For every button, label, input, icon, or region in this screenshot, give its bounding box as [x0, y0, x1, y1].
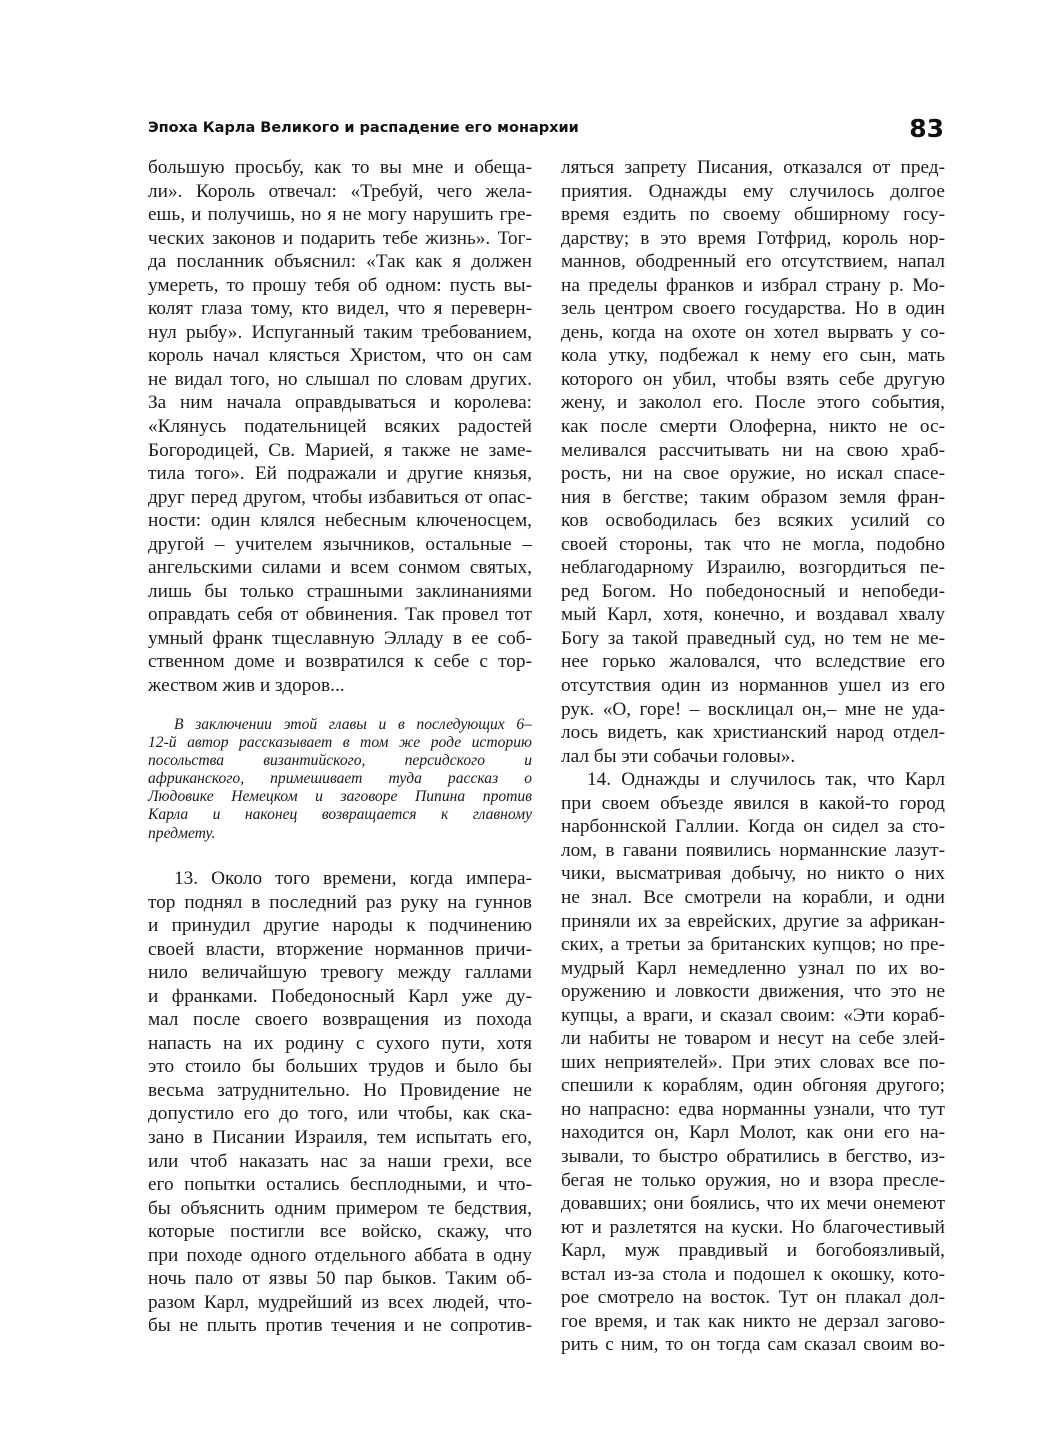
- text-line: Богу за такой праведный суд, но тем не ме-: [561, 627, 945, 649]
- text-line: мал после своего возвращения из похода: [148, 1009, 532, 1031]
- text-line: ских, а третьи за британских купцов; но пре-: [561, 934, 945, 956]
- text-line: и принудил другие народы к подчинению: [148, 915, 532, 937]
- text-line: ют и разлетятся на куски. Но благочестивый: [561, 1216, 945, 1238]
- text-line: лал бы эти собачьи головы».: [561, 745, 796, 767]
- text-line: бы объяснить одним примером те бедствия,: [148, 1197, 532, 1219]
- text-line: 14. Однажды и случилось так, что Карл: [587, 769, 945, 791]
- text-line: тила того». Ей подражали и другие князья,: [148, 463, 532, 485]
- note-line: Карла и наконец возвращается к главному: [148, 806, 532, 824]
- text-line: оружению и ловкости движения, что это не: [561, 981, 945, 1003]
- text-line: приятия. Однажды ему случилось долгое: [561, 180, 945, 202]
- text-line: кола утку, подбежал к нему его сын, мать: [561, 345, 945, 367]
- text-line: мый Карл, хотя, конечно, и воздавал хвалу: [561, 604, 945, 626]
- text-line: при своем объезде явился в какой-то город: [561, 792, 945, 814]
- text-line: другой – учителем язычников, остальные –: [148, 533, 532, 555]
- text-line: дарству; в это время Готфрид, король нор-: [561, 227, 945, 249]
- text-line: отсутствия один из норманнов ушел из его: [561, 675, 945, 697]
- text-line: довавших; они боялись, что их мечи онемеют: [561, 1193, 945, 1215]
- text-line: купцы, а враги, и сказал своим: «Эти кораб-: [561, 1004, 945, 1026]
- text-line: на пределы франков и избрал страну р. Мо-: [561, 274, 945, 296]
- text-line: ков освободилась без всяких усилий со: [561, 510, 945, 532]
- note-line: 12-й автор рассказывает в том же роде историю: [148, 734, 532, 752]
- note-line: посольства византийского, персидского и: [148, 752, 532, 770]
- text-line: умный франк тщеславную Элладу в ее соб-: [148, 627, 532, 649]
- text-line: да посланник объяснил: «Так как я должен: [148, 251, 532, 273]
- text-line: своей стороны, так что не могла, подобно: [561, 533, 945, 555]
- text-line: ешь, и получишь, но я не могу нарушить гре-: [148, 204, 532, 226]
- text-line: неблагодарному Израилю, возгордиться пе-: [561, 557, 945, 579]
- text-line: жеством жив и здоров...: [148, 675, 345, 697]
- text-line: ли набиты не товаром и несут на себе злей-: [561, 1028, 945, 1050]
- text-line: ческих законов и подарить тебе жизнь». Тог-: [148, 227, 532, 249]
- text-line: бегая не только оружия, но и взора пресле-: [561, 1169, 945, 1191]
- text-line: не знал. Все смотрели на корабли, и одни: [561, 886, 945, 908]
- text-line: «Клянусь подательницей всяких радостей: [148, 416, 532, 438]
- right-column: [561, 156, 945, 1357]
- text-line: Богородицей, Св. Марией, я также не заме-: [148, 439, 532, 461]
- text-line: день, когда на охоте он хотел вырвать у со-: [561, 321, 945, 343]
- text-line: Карл, муж правдивый и богобоязливый,: [561, 1240, 945, 1262]
- text-line: нарбоннской Галлии. Когда он сидел за сто-: [561, 816, 945, 838]
- text-line: как после смерти Олоферна, никто не ос-: [561, 416, 945, 438]
- text-line: ангельскими силами и всем сонмом святых,: [148, 557, 532, 579]
- left-column-top: [148, 156, 532, 698]
- text-line: король начал клясться Христом, что он сам: [148, 345, 532, 367]
- note-line: африканского, примешивает туда рассказ о: [148, 770, 532, 788]
- text-line: разом Карл, мудрейший из всех людей, что-: [148, 1291, 532, 1313]
- text-line: не видал того, но слышал по словам других.: [148, 368, 532, 390]
- text-line: бы не плыть против течения и не сопротив-: [148, 1315, 532, 1337]
- text-line: ших неприятелей». При этих словах все по-: [561, 1051, 945, 1073]
- text-line: чики, высматривая добычу, но никто о них: [561, 863, 945, 885]
- text-line: но напрасно: едва норманны узнали, что тут: [561, 1098, 945, 1120]
- text-line: друг перед другом, чтобы избавиться от опас-: [148, 486, 532, 508]
- text-line: ния в бегстве; таким образом земля фран-: [561, 486, 945, 508]
- text-line: которого он убил, чтобы взять себе другую: [561, 368, 945, 390]
- text-line: своей власти, вторжение норманнов причи-: [148, 938, 532, 960]
- text-line: весьма затруднительно. Но Провидение не: [148, 1079, 532, 1101]
- text-line: ред Богом. Но победоносный и непобеди-: [561, 580, 945, 602]
- text-line: ляться запрету Писания, отказался от пред-: [561, 157, 945, 178]
- text-line: нило величайшую тревогу между галлами: [148, 962, 532, 984]
- note-line: Людовике Немецком и заговоре Пипина против: [148, 788, 532, 806]
- note-line: предмету.: [148, 824, 216, 842]
- text-line: большую просьбу, как то вы мне и обеща-: [148, 157, 532, 178]
- left-column-bottom: [148, 867, 532, 1338]
- text-line: лом, в гавани появились норманнские лазут-: [561, 839, 945, 861]
- text-line: встал из-за стола и подошел к окошку, кото-: [561, 1263, 945, 1285]
- text-line: рук. «О, горе! – восклицал он,– мне не уда-: [561, 698, 945, 720]
- text-line: время ездить по своему обширному госу-: [561, 204, 945, 226]
- text-line: которые постигли все войско, скажу, что: [148, 1221, 532, 1243]
- text-line: оправдать себя от обвинения. Так провел тот: [148, 604, 532, 626]
- text-line: ли». Король отвечал: «Требуй, чего жела-: [148, 180, 532, 202]
- text-line: тор поднял в последний раз руку на гуннов: [148, 891, 532, 913]
- note-line: В заключении этой главы и в последующих 6–: [174, 716, 532, 733]
- text-line: маннов, ободренный его отсутствием, напал: [561, 251, 945, 273]
- text-line: спешили к кораблям, один обгоняя другого;: [561, 1075, 945, 1097]
- text-line: его попытки остались бесплодными, и что-: [148, 1174, 532, 1196]
- text-line: приняли их за еврейских, другие за африкан-: [561, 910, 945, 932]
- text-line: допустило его до того, или чтобы, как ска-: [148, 1103, 532, 1125]
- text-line: жену, и заколол его. После этого события,: [561, 392, 945, 414]
- text-line: 13. Около того времени, когда импера-: [174, 868, 532, 889]
- text-line: ночь пало от язвы 50 пар быков. Таким об-: [148, 1268, 532, 1290]
- text-line: или чтоб наказать нас за наши грехи, все: [148, 1150, 532, 1172]
- running-head: Эпоха Карла Великого и распадение его монархии: [148, 120, 579, 136]
- text-line: напасть на их родину с сухого пути, хотя: [148, 1032, 532, 1054]
- text-line: лишь бы только страшными заклинаниями: [148, 580, 532, 602]
- text-line: находится он, Карл Молот, как они его на-: [561, 1122, 945, 1144]
- text-line: это стоило бы больших трудов и было бы: [148, 1056, 532, 1078]
- text-line: ности: один клялся небесным ключеносцем,: [148, 510, 532, 532]
- text-line: рить с ним, то он тогда сам сказал своим во-: [561, 1334, 945, 1356]
- text-line: зано в Писании Израиля, тем испытать его,: [148, 1127, 532, 1149]
- text-line: рое смотрело на восток. Тут он плакал дол-: [561, 1287, 945, 1309]
- text-line: нее горько жаловался, что вследствие его: [561, 651, 945, 673]
- text-line: и франками. Победоносный Карл уже ду-: [148, 985, 532, 1007]
- text-line: мудрый Карл немедленно узнал по их во-: [561, 957, 945, 979]
- editorial-note: [148, 716, 532, 843]
- text-line: зель центром своего государства. Но в один: [561, 298, 945, 320]
- text-line: гое время, и так как никто не дерзал загово-: [561, 1310, 945, 1332]
- text-line: умереть, то прошу тебя об одном: пусть вы-: [148, 274, 532, 296]
- text-line: при походе одного отдельного аббата в одну: [148, 1244, 532, 1266]
- text-line: За ним начала оправдываться и королева:: [148, 392, 532, 414]
- text-line: зывали, то быстро обратились в бегство, из-: [561, 1145, 945, 1167]
- text-line: лось видеть, как христианский народ отдел-: [561, 722, 945, 744]
- text-line: рость, ни на свое оружие, но искал спасе-: [561, 463, 945, 485]
- text-line: колят глаза тому, кто видел, что я переверн-: [148, 298, 532, 320]
- text-line: нул рыбу». Испуганный таким требованием,: [148, 321, 532, 343]
- page-number: 83: [909, 114, 944, 143]
- text-line: меливался рассчитывать ни на свою храб-: [561, 439, 945, 461]
- text-line: ственном доме и возвратился к себе с тор-: [148, 651, 532, 673]
- page-header: [148, 116, 944, 150]
